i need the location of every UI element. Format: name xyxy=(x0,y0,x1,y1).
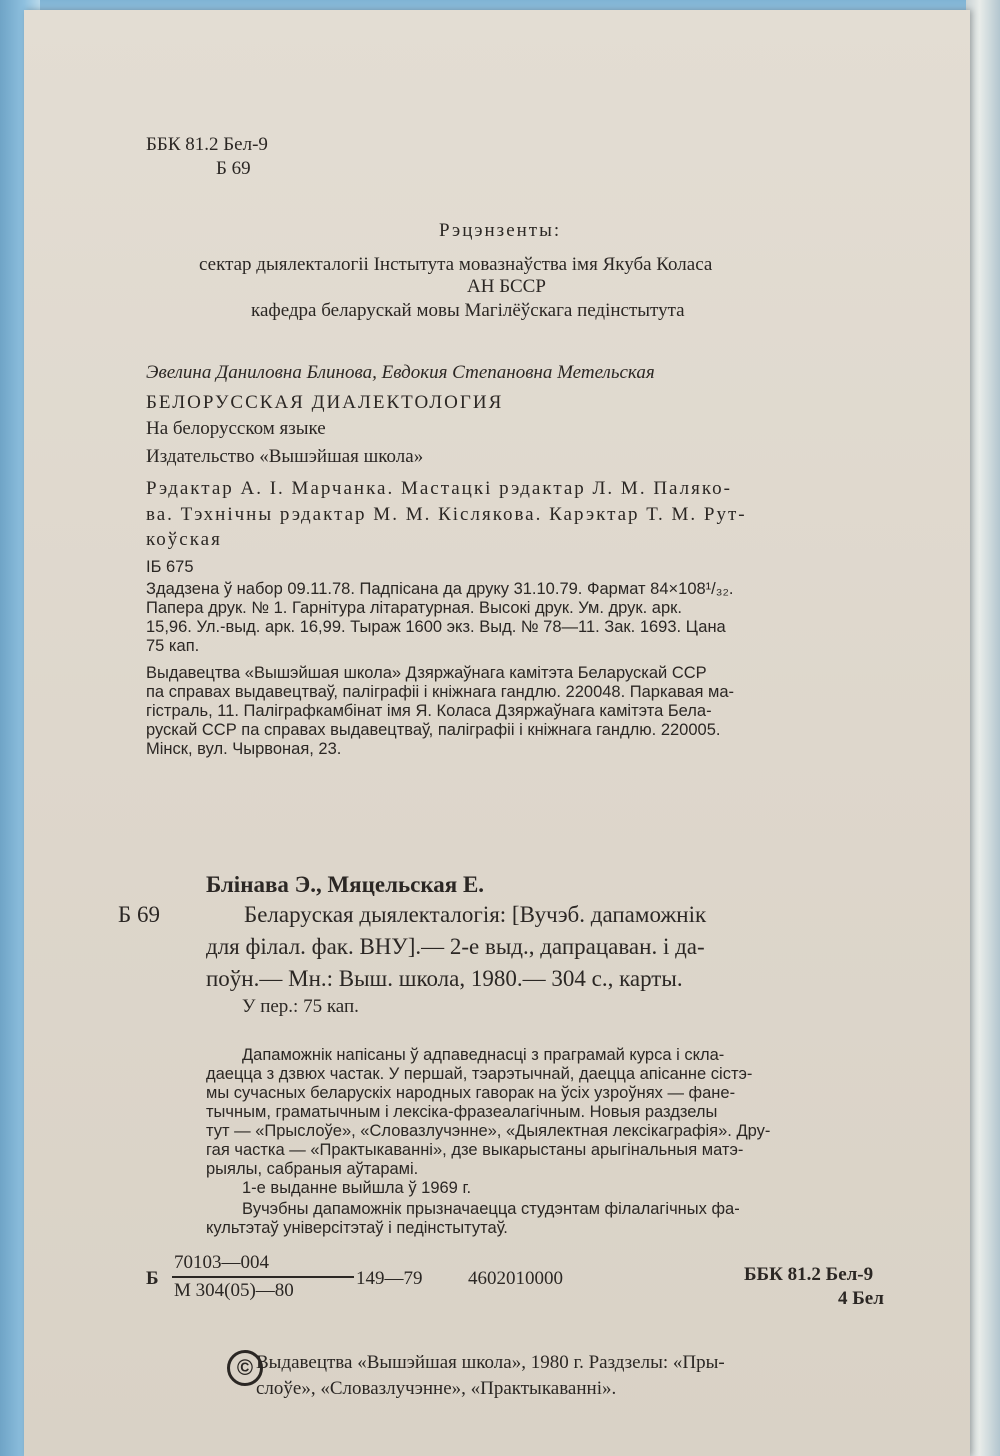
authors-russian: Эвелина Даниловна Блинова, Евдокия Степановна Метельская xyxy=(146,362,655,383)
print-info-line: Здадзена ў набор 09.11.78. Падпісана да друку 31.10.79. Фармат 84×108¹/₃₂. xyxy=(146,580,734,598)
editors-line: Рэдактар А. І. Марчанка. Мастацкі рэдактар Л. М. Паляко- xyxy=(146,478,732,499)
editors-line: ва. Тэхнічны рэдактар М. М. Кіслякова. Карэктар Т. М. Рут- xyxy=(146,504,747,525)
print-info-line: Папера друк. № 1. Гарнітура літаратурная. Высокі друк. Ум. друк. арк. xyxy=(146,599,682,617)
publisher-info-line: рускай ССР па справах выдавецтваў, паліграфіі і кніжнага гандлю. 220005. xyxy=(146,721,721,739)
library-code: Б 69 xyxy=(216,158,251,179)
index-bel: 4 Бел xyxy=(838,1288,884,1309)
index-top: 70103—004 xyxy=(174,1252,269,1273)
catalog-line: для філал. фак. ВНУ].— 2-е выд., дапрацаван. і да- xyxy=(206,934,705,959)
index-number: 149—79 xyxy=(356,1268,423,1289)
publisher-info-line: гістраль, 11. Паліграфкамбінат імя Я. Коласа Дзяржаўнага камітэта Бела- xyxy=(146,702,712,720)
annotation-line: мы сучасных беларускіх народных гаворак на ўсіх узроўнях — фане- xyxy=(206,1084,736,1102)
catalog-line: Беларуская дыялекталогія: [Вучэб. дапаможнік xyxy=(244,902,707,927)
copyright-line: Выдавецтва «Вышэйшая школа», 1980 г. Раздзелы: «Пры- xyxy=(256,1352,725,1373)
annotation-line: гая частка — «Практыкаванні», дзе выкарыстаны арыгінальныя матэ- xyxy=(206,1141,744,1159)
index-letter: Б xyxy=(146,1268,159,1289)
book-page xyxy=(24,10,970,1456)
language-note: На белорусском языке xyxy=(146,418,326,439)
annotation-line: Дапаможнік напісаны ў адпаведнасці з праграмай курса і скла- xyxy=(242,1046,725,1064)
index-number: 4602010000 xyxy=(468,1268,563,1289)
publisher-info-line: Выдавецтва «Вышэйшая школа» Дзяржаўнага камітэта Беларускай ССР xyxy=(146,664,707,682)
copyright-line: слоўе», «Словазлучэнне», «Практыкаванні». xyxy=(256,1378,617,1399)
reviewers-line: кафедра беларускай мовы Магілёўскага педінстытута xyxy=(251,300,685,321)
catalog-line: поўн.— Мн.: Выш. школа, 1980.— 304 с., карты. xyxy=(206,966,683,991)
reviewers-heading: Рэцэнзенты: xyxy=(439,220,562,241)
copyright-icon: © xyxy=(227,1350,263,1386)
ib-number: ІБ 675 xyxy=(146,558,194,576)
catalog-authors: Блінава Э., Мяцельская Е. xyxy=(206,872,485,897)
annotation-line: рыялы, сабраныя аўтарамі. xyxy=(206,1160,419,1178)
publisher-info-line: Мінск, вул. Чырвоная, 23. xyxy=(146,740,342,758)
bbk-code: ББК 81.2 Бел-9 xyxy=(146,134,268,155)
book-cover-edge-right xyxy=(966,0,1000,1456)
reviewers-line: сектар дыялекталогіі Інстытута мовазнаўства імя Якуба Коласа xyxy=(199,254,713,275)
title-russian: БЕЛОРУССКАЯ ДИАЛЕКТОЛОГИЯ xyxy=(146,392,504,413)
publisher-russian: Издательство «Вышэйшая школа» xyxy=(146,446,424,467)
annotation-line: 1-е выданне выйшла ў 1969 г. xyxy=(242,1179,472,1197)
annotation-line: тычным, граматычным і лексіка-фразеалагічным. Новыя раздзелы xyxy=(206,1103,718,1121)
index-bbk: ББК 81.2 Бел-9 xyxy=(744,1264,874,1285)
catalog-price: У пер.: 75 кап. xyxy=(242,996,359,1017)
print-info-line: 75 кап. xyxy=(146,637,200,655)
index-fraction-bar xyxy=(172,1276,354,1278)
catalog-code: Б 69 xyxy=(118,902,160,927)
publisher-info-line: па справах выдавецтваў, паліграфіі і кніжнага гандлю. 220048. Паркавая ма- xyxy=(146,683,735,701)
annotation-line: культэтаў універсітэтаў і педінстытутаў. xyxy=(206,1219,508,1237)
editors-line: коўская xyxy=(146,529,222,550)
annotation-line: даецца з дзвюх частак. У першай, тэарэтычнай, даецца апісанне сістэ- xyxy=(206,1065,753,1083)
reviewers-line: АН БССР xyxy=(467,276,546,297)
print-info-line: 15,96. Ул.-выд. арк. 16,99. Тыраж 1600 экз. Выд. № 78—11. Зак. 1693. Цана xyxy=(146,618,726,636)
annotation-line: тут — «Прыслоўе», «Словазлучэнне», «Дыялектная лексікаграфія». Дру- xyxy=(206,1122,771,1140)
index-bottom: М 304(05)—80 xyxy=(174,1280,294,1301)
annotation-line: Вучэбны дапаможнік прызначаецца студэнтам філалагічных фа- xyxy=(242,1200,740,1218)
